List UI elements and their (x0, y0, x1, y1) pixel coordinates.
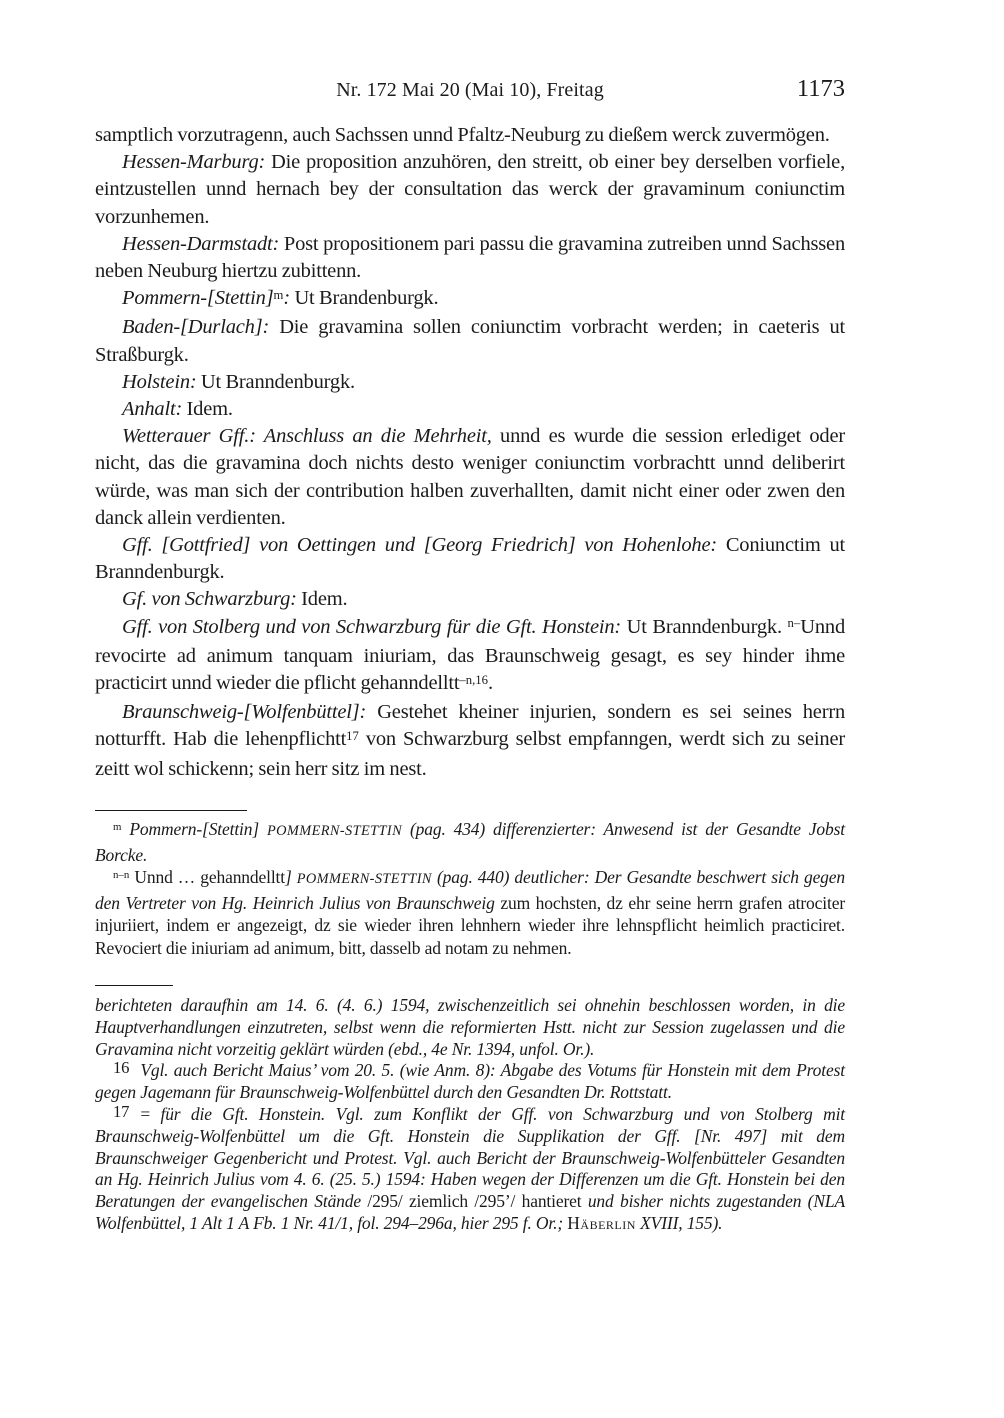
text-run: (pag. 434) differenzierter: Anwesend ist der Gesandte Jobst Borcke. (95, 819, 846, 865)
text-run: Gff. von Stolberg und von Schwarzburg für die Gft. Honstein: (122, 615, 622, 638)
text-run: Die proposition anzuhören, den streitt, ob einer bey derselben vorfiele, eintzustellen unnd hernach bey der consultation das werck der gravaminum coniunctim vorzunhemen. (95, 151, 845, 228)
text-run: Vgl. auch Bericht Maius’ vom 20. 5. (wie Anm. 8): Abgabe des Votums für Honstein mit dem Protest gegen Jagemann für Braunschweig-Wolfenbüttel durch den Gesandten Dr. Rottstatt. (95, 1060, 845, 1103)
apparatus-rule (95, 810, 247, 811)
text-run: Häberlin (567, 1212, 636, 1233)
para-oettingen-hohenlohe (95, 532, 845, 586)
para-anhalt (95, 396, 845, 423)
text-run: . (487, 672, 493, 695)
critical-apparatus-block (95, 818, 845, 959)
text-run: 16 (113, 1058, 130, 1078)
text-run: Idem. (296, 588, 348, 611)
text-run: Baden-[Durlach]: (122, 316, 270, 339)
apparatus-note-m (95, 818, 845, 866)
text-run: von Schwarzburg selbst empfanngen, werdt sich zu seiner zeitt wol schickenn; sein herr sitz im nest. (95, 728, 845, 780)
text-run: unnd es wurde die session erlediget oder nicht, das die gravamina doch nichts desto weniger coniunctim vorbrachtt unnd deliberirt würde, was man sich der contribution halben zuverhallten, damit nicht einer oder zwen den danck allein verdienten. (95, 425, 846, 529)
text-run: –n,16 (459, 672, 488, 687)
text-run: Post propositionem pari passu die gravamina zutreiben unnd Sachssen neben Neuburg hiertzu zubittenn. (95, 232, 845, 283)
text-run: samptlich vorzutragenn, auch Sachssen unnd Pfaltz-Neuburg zu dießem werck zuvermögen. (95, 124, 830, 146)
text-run: /295/ ziemlich /295’/ hantieret (367, 1191, 588, 1212)
text-run: für die Gft. Honstein. Vgl. zum Konflikt der Gff. von Schwarzburg und von Stolberg mit Braunschweig-Wolfenbüttel um die Gft. Honstein die Supplikation der Gff. [Nr. 497] mit dem Braunschweiger Gegenbericht und Protest. Vgl. auch Bericht der Braunschweig-Wolfenbütteler Gesandten an Hg. Heinrich Julius vom 4. 6. (25. 5.) 1594: Haben wegen der Differenzen um die Gft. Honstein bei den Beratungen der evangelischen Stände (95, 1103, 845, 1212)
running-title: Nr. 172 Mai 20 (Mai 10), Freitag (336, 79, 604, 101)
text-run: Hessen-Darmstadt: (122, 232, 280, 255)
apparatus-note-n (95, 866, 845, 959)
text-run: Unnd … gehanndelltt (129, 867, 285, 887)
text-run: 17 (113, 1101, 130, 1121)
text-run: m (113, 821, 122, 834)
text-run: Die gravamina sollen coniunctim vorbracht werden; in caeteris ut Straßburgk. (95, 316, 845, 366)
text-run: berichteten daraufhin am 14. 6. (4. 6.) 1594, zwischenzeitlich sei ohnehin beschlossen worden, in die Hauptverhandlungen einzutreten, selbst wenn die reformierten Hstt. nicht zur Session zugelassen und die Gravamina nicht vorzeitig geklärt würden (ebd., 4e Nr. 1394, unfol. Or.). (95, 995, 845, 1059)
para-braunschweig-wolfenbuettel (95, 699, 845, 783)
text-run: Unnd revocirte ad animum tanquam iniuriam, das Braunschweig gesagt, es sey hinder ihme practicirt unnd wieder die pflicht gehanndelltt (95, 615, 845, 695)
text-run: Anhalt: (122, 398, 183, 421)
para-hessen-darmstadt (95, 231, 845, 285)
text-run: zum hochsten, dz ehr seine herrn grafen atrociter injuriiert, indem er angezeigt, dz sie wieder ihren lehnhern wieder ihre lehnspflicht heimlich practiciret. Revociert die iniuriam ad animum, bitt, dasselb ad notam zu nehmen. (95, 892, 845, 958)
text-run: Gf. von Schwarzburg: (122, 588, 297, 611)
text-run: POMMERN-STETTIN (266, 823, 403, 839)
text-run: Idem. (182, 398, 233, 421)
text-run: Pommern-[Stettin] (121, 819, 267, 839)
running-head (95, 75, 845, 111)
para-pommern-stettin (95, 285, 845, 314)
para-baden-durlach (95, 314, 845, 368)
para-stolberg-schwarzburg (95, 614, 845, 700)
text-run: Wetterauer Gff.: Anschluss an die Mehrheit, (122, 425, 492, 448)
text-run: Ut Brandenburgk. (290, 287, 439, 310)
footnote-rule (95, 985, 173, 986)
footnotes-block (95, 995, 845, 1235)
text-run: n– (787, 616, 801, 631)
page-number: 1173 (796, 75, 845, 102)
text-run: m (273, 287, 284, 302)
text-run: Gestehet kheiner injurien, sondern es sei seines herrn notturfft. Hab die lehenpflichtt (95, 701, 845, 751)
para-holstein (95, 369, 845, 396)
footnote-16 (95, 1060, 845, 1104)
text-run: POMMERN-STETTIN (296, 871, 432, 887)
text-run: Hessen-Marburg: (122, 151, 266, 174)
text-run: und bisher nichts zugestanden (NLA Wolfenbüttel, 1 Alt 1 A Fb. 1 Nr. 41/1, fol. 294–296a, hier 295 f. Or.; (95, 1191, 845, 1233)
book-page (95, 0, 845, 1418)
text-run: Braunschweig-[Wolfenbüttel]: (122, 701, 367, 724)
text-run: : (283, 287, 291, 310)
footnote-continuation (95, 995, 845, 1060)
text-run: Holstein: (122, 370, 197, 393)
text-run: 17 (346, 729, 359, 744)
text-run: Pommern-[Stettin] (122, 287, 274, 310)
text-run: (pag. 440) deutlicher: Der Gesandte beschwert sich gegen den Vertreter von Hg. Heinrich Julius von Braunschweig (95, 867, 845, 913)
text-run: XVIII, 155). (635, 1212, 723, 1233)
para-wetterauer (95, 423, 845, 532)
para-continuation (95, 122, 845, 149)
text-run: Gff. [Gottfried] von Oettingen und [Georg Friedrich] von Hohenlohe: (122, 534, 717, 557)
text-run: ] (284, 867, 297, 887)
main-text-block (95, 122, 845, 783)
text-run: Coniunctim ut Branndenburgk. (95, 534, 845, 584)
text-run: n–n (113, 869, 130, 882)
para-gf-schwarzburg (95, 586, 845, 613)
text-run: Ut Branndenburgk. (621, 615, 788, 638)
para-hessen-marburg (95, 149, 845, 231)
text-run: Ut Branndenburgk. (196, 370, 355, 393)
footnote-17 (95, 1101, 845, 1235)
text-run: = (140, 1103, 161, 1124)
